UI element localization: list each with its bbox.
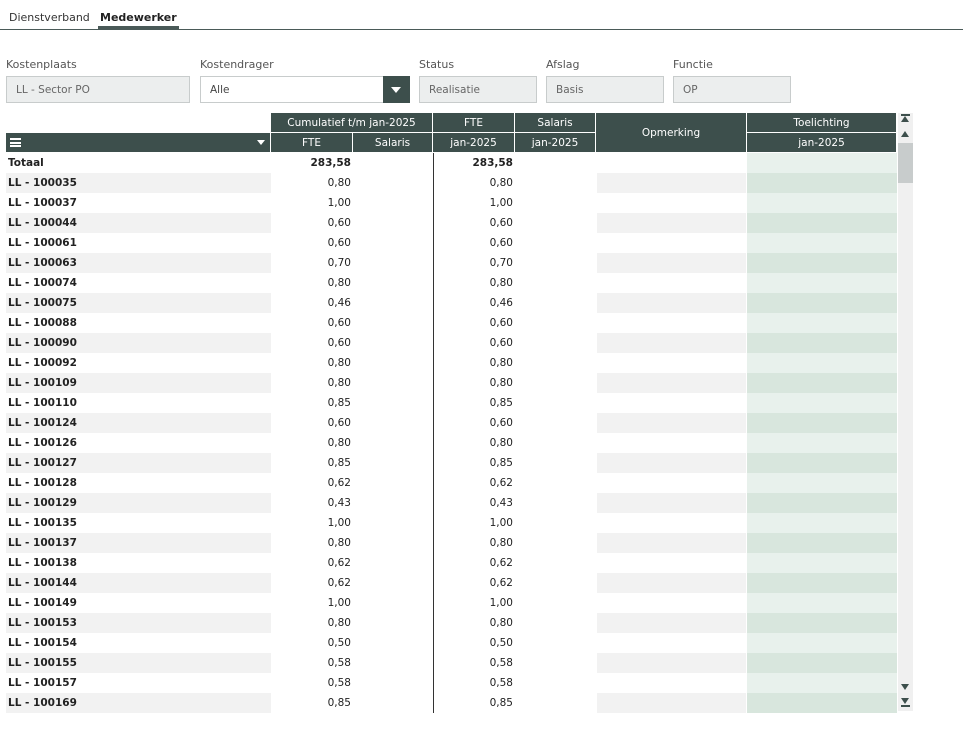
salaris-month xyxy=(515,333,595,353)
table-row xyxy=(6,453,897,473)
fte-cumulatief: 0,43 xyxy=(271,493,353,513)
opmerking-cell[interactable] xyxy=(596,673,746,693)
toelichting-cell[interactable] xyxy=(747,593,897,613)
scroll-up-icon[interactable] xyxy=(898,128,913,140)
status-field[interactable]: Realisatie xyxy=(419,76,537,103)
salaris-cumulatief xyxy=(353,413,433,433)
fte-cumulatief: 0,80 xyxy=(271,533,353,553)
salaris-cumulatief xyxy=(353,153,433,173)
fte-month: 0,60 xyxy=(433,313,515,333)
toelichting-cell[interactable] xyxy=(747,673,897,693)
salaris-cumulatief xyxy=(353,673,433,693)
salaris-cumulatief xyxy=(353,653,433,673)
fte-month: 0,60 xyxy=(433,233,515,253)
opmerking-cell[interactable] xyxy=(596,173,746,193)
fte-month: 0,85 xyxy=(433,393,515,413)
column-menu[interactable] xyxy=(6,133,271,153)
salaris-cumulatief xyxy=(353,293,433,313)
opmerking-cell[interactable] xyxy=(596,593,746,613)
row-name: LL - 100137 xyxy=(6,533,271,553)
opmerking-cell[interactable] xyxy=(596,553,746,573)
salaris-month xyxy=(515,693,595,713)
fte-month: 0,80 xyxy=(433,433,515,453)
functie-label: Functie xyxy=(673,58,713,71)
toelichting-cell[interactable] xyxy=(747,353,897,373)
toelichting-cell[interactable] xyxy=(747,193,897,213)
salaris-cumulatief xyxy=(353,433,433,453)
salaris-cumulatief xyxy=(353,453,433,473)
toelichting-cell[interactable] xyxy=(747,453,897,473)
functie-field[interactable]: OP xyxy=(673,76,791,103)
fte-cumulatief: 1,00 xyxy=(271,593,353,613)
kostendrager-label: Kostendrager xyxy=(200,58,274,71)
table-row xyxy=(6,273,897,293)
fte-cumulatief: 0,80 xyxy=(271,273,353,293)
scrollbar-thumb[interactable] xyxy=(898,143,913,183)
salaris-month xyxy=(515,473,595,493)
fte-cumulatief: 0,60 xyxy=(271,233,353,253)
salaris-month xyxy=(515,633,595,653)
row-name: LL - 100088 xyxy=(6,313,271,333)
fte-month: 0,58 xyxy=(433,653,515,673)
toelichting-cell[interactable] xyxy=(747,313,897,333)
opmerking-cell[interactable] xyxy=(596,233,746,253)
salaris-cumulatief xyxy=(353,253,433,273)
toelichting-cell[interactable] xyxy=(747,653,897,673)
salaris-cumulatief xyxy=(353,693,433,713)
salaris-month xyxy=(515,173,595,193)
afslag-label: Afslag xyxy=(546,58,580,71)
salaris-month xyxy=(515,433,595,453)
chevron-down-icon[interactable] xyxy=(383,76,410,103)
header-salaris-top: Salaris xyxy=(515,113,596,133)
fte-month: 0,80 xyxy=(433,353,515,373)
opmerking-cell[interactable] xyxy=(596,313,746,333)
fte-cumulatief: 0,85 xyxy=(271,453,353,473)
vertical-scrollbar[interactable] xyxy=(898,113,913,711)
scroll-to-top-icon[interactable] xyxy=(898,113,913,125)
header-toelichting-period: jan-2025 xyxy=(747,133,897,153)
fte-cumulatief: 0,50 xyxy=(271,633,353,653)
toelichting-cell[interactable] xyxy=(747,493,897,513)
row-name: LL - 100035 xyxy=(6,173,271,193)
salaris-cumulatief xyxy=(353,333,433,353)
salaris-month xyxy=(515,153,595,173)
header-period-salaris: jan-2025 xyxy=(515,133,596,153)
row-name: LL - 100138 xyxy=(6,553,271,573)
salaris-month xyxy=(515,273,595,293)
opmerking-cell[interactable] xyxy=(596,633,746,653)
salaris-cumulatief xyxy=(353,213,433,233)
toelichting-cell[interactable] xyxy=(747,293,897,313)
fte-month: 1,00 xyxy=(433,193,515,213)
salaris-cumulatief xyxy=(353,613,433,633)
table-row xyxy=(6,433,897,453)
row-name: LL - 100090 xyxy=(6,333,271,353)
fte-month: 0,60 xyxy=(433,213,515,233)
toelichting-cell[interactable] xyxy=(747,173,897,193)
row-name: LL - 100044 xyxy=(6,213,271,233)
salaris-month xyxy=(515,233,595,253)
row-name: LL - 100155 xyxy=(6,653,271,673)
table-row xyxy=(6,313,897,333)
toelichting-cell[interactable] xyxy=(747,693,897,713)
opmerking-cell[interactable] xyxy=(596,193,746,213)
salaris-month xyxy=(515,553,595,573)
fte-month: 0,85 xyxy=(433,693,515,713)
opmerking-cell[interactable] xyxy=(596,273,746,293)
opmerking-cell[interactable] xyxy=(596,253,746,273)
table-row xyxy=(6,513,897,533)
salaris-cumulatief xyxy=(353,353,433,373)
row-name: LL - 100157 xyxy=(6,673,271,693)
salaris-cumulatief xyxy=(353,633,433,653)
table-row xyxy=(6,233,897,253)
header-salaris: Salaris xyxy=(353,133,433,153)
row-name: LL - 100149 xyxy=(6,593,271,613)
toelichting-cell[interactable] xyxy=(747,513,897,533)
fte-month: 1,00 xyxy=(433,513,515,533)
salaris-cumulatief xyxy=(353,193,433,213)
salaris-month xyxy=(515,593,595,613)
opmerking-cell[interactable] xyxy=(596,693,746,713)
row-name: LL - 100092 xyxy=(6,353,271,373)
tab-dienstverband[interactable]: Dienstverband xyxy=(9,11,90,24)
fte-cumulatief: 0,62 xyxy=(271,553,353,573)
row-name: LL - 100109 xyxy=(6,373,271,393)
kostenplaats-label: Kostenplaats xyxy=(6,58,77,71)
salaris-month xyxy=(515,313,595,333)
fte-cumulatief: 0,80 xyxy=(271,173,353,193)
fte-month: 0,80 xyxy=(433,173,515,193)
total-row xyxy=(6,153,897,173)
table-row xyxy=(6,293,897,313)
fte-cumulatief: 0,60 xyxy=(271,333,353,353)
salaris-cumulatief xyxy=(353,393,433,413)
fte-cumulatief: 0,62 xyxy=(271,573,353,593)
toelichting-cell[interactable] xyxy=(747,433,897,453)
table-row xyxy=(6,413,897,433)
fte-month: 0,46 xyxy=(433,293,515,313)
row-name: LL - 100169 xyxy=(6,693,271,713)
salaris-cumulatief xyxy=(353,513,433,533)
toelichting-cell[interactable] xyxy=(747,633,897,653)
salaris-month xyxy=(515,413,595,433)
opmerking-cell[interactable] xyxy=(596,493,746,513)
fte-month: 0,85 xyxy=(433,453,515,473)
salaris-month xyxy=(515,533,595,553)
kostenplaats-field[interactable]: LL - Sector PO xyxy=(6,76,190,103)
fte-month: 1,00 xyxy=(433,593,515,613)
salaris-month xyxy=(515,673,595,693)
toelichting-cell[interactable] xyxy=(747,273,897,293)
afslag-field[interactable]: Basis xyxy=(546,76,664,103)
fte-month: 283,58 xyxy=(433,153,515,173)
fte-month: 0,43 xyxy=(433,493,515,513)
fte-month: 0,80 xyxy=(433,373,515,393)
toelichting-cell[interactable] xyxy=(747,153,897,173)
table-row xyxy=(6,253,897,273)
salaris-month xyxy=(515,253,595,273)
row-name: LL - 100124 xyxy=(6,413,271,433)
row-name: LL - 100037 xyxy=(6,193,271,213)
fte-month: 0,80 xyxy=(433,273,515,293)
table-row xyxy=(6,633,897,653)
scroll-down-icon[interactable] xyxy=(898,682,913,694)
table-row xyxy=(6,193,897,213)
fte-cumulatief: 0,80 xyxy=(271,613,353,633)
toelichting-cell[interactable] xyxy=(747,373,897,393)
fte-month: 0,80 xyxy=(433,533,515,553)
table-row xyxy=(6,693,897,713)
salaris-cumulatief xyxy=(353,533,433,553)
opmerking-cell[interactable] xyxy=(596,393,746,413)
salaris-month xyxy=(515,353,595,373)
table-row xyxy=(6,573,897,593)
opmerking-cell[interactable] xyxy=(596,333,746,353)
salaris-month xyxy=(515,213,595,233)
toelichting-cell[interactable] xyxy=(747,333,897,353)
toelichting-cell[interactable] xyxy=(747,573,897,593)
salaris-cumulatief xyxy=(353,493,433,513)
row-name: LL - 100154 xyxy=(6,633,271,653)
opmerking-cell[interactable] xyxy=(596,573,746,593)
salaris-month xyxy=(515,653,595,673)
opmerking-cell[interactable] xyxy=(596,533,746,553)
header-fte-top: FTE xyxy=(433,113,515,133)
table-row xyxy=(6,473,897,493)
fte-cumulatief: 0,85 xyxy=(271,693,353,713)
table-row xyxy=(6,213,897,233)
table-row xyxy=(6,673,897,693)
salaris-month xyxy=(515,453,595,473)
header-fte: FTE xyxy=(271,133,353,153)
fte-cumulatief: 0,80 xyxy=(271,353,353,373)
row-name: LL - 100074 xyxy=(6,273,271,293)
opmerking-cell[interactable] xyxy=(596,353,746,373)
row-name: LL - 100127 xyxy=(6,453,271,473)
fte-cumulatief: 0,62 xyxy=(271,473,353,493)
opmerking-cell[interactable] xyxy=(596,413,746,433)
opmerking-cell[interactable] xyxy=(596,213,746,233)
opmerking-cell[interactable] xyxy=(596,373,746,393)
status-label: Status xyxy=(419,58,455,71)
salaris-month xyxy=(515,393,595,413)
fte-cumulatief: 0,80 xyxy=(271,373,353,393)
hamburger-menu-icon[interactable] xyxy=(10,138,21,147)
salaris-cumulatief xyxy=(353,313,433,333)
toelichting-cell[interactable] xyxy=(747,613,897,633)
header-opmerking: Opmerking xyxy=(596,113,747,153)
fte-cumulatief: 0,70 xyxy=(271,253,353,273)
toelichting-cell[interactable] xyxy=(747,213,897,233)
fte-cumulatief: 0,60 xyxy=(271,313,353,333)
fte-month: 0,80 xyxy=(433,613,515,633)
toelichting-cell[interactable] xyxy=(747,533,897,553)
opmerking-cell[interactable] xyxy=(596,153,746,173)
opmerking-cell[interactable] xyxy=(596,433,746,453)
salaris-month xyxy=(515,493,595,513)
fte-month: 0,62 xyxy=(433,473,515,493)
row-name: LL - 100129 xyxy=(6,493,271,513)
row-name: LL - 100063 xyxy=(6,253,271,273)
tab-bar xyxy=(0,0,963,30)
row-name: LL - 100135 xyxy=(6,513,271,533)
toelichting-cell[interactable] xyxy=(747,253,897,273)
table-row xyxy=(6,493,897,513)
row-name: LL - 100061 xyxy=(6,233,271,253)
opmerking-cell[interactable] xyxy=(596,613,746,633)
sort-down-icon[interactable] xyxy=(257,140,265,145)
kostendrager-value: Alle xyxy=(210,84,230,96)
salaris-month xyxy=(515,293,595,313)
table-row xyxy=(6,533,897,553)
opmerking-cell[interactable] xyxy=(596,453,746,473)
row-name: LL - 100153 xyxy=(6,613,271,633)
fte-month: 0,70 xyxy=(433,253,515,273)
salaris-cumulatief xyxy=(353,553,433,573)
row-name: LL - 100128 xyxy=(6,473,271,493)
salaris-cumulatief xyxy=(353,273,433,293)
salaris-month xyxy=(515,513,595,533)
opmerking-cell[interactable] xyxy=(596,293,746,313)
salaris-cumulatief xyxy=(353,593,433,613)
fte-month: 0,62 xyxy=(433,553,515,573)
opmerking-cell[interactable] xyxy=(596,473,746,493)
header-toelichting: Toelichting xyxy=(747,113,897,133)
row-name: LL - 100126 xyxy=(6,433,271,453)
toelichting-cell[interactable] xyxy=(747,393,897,413)
fte-month: 0,50 xyxy=(433,633,515,653)
fte-cumulatief: 0,80 xyxy=(271,433,353,453)
table-row xyxy=(6,333,897,353)
fte-cumulatief: 0,46 xyxy=(271,293,353,313)
table-row xyxy=(6,593,897,613)
header-cumulatief: Cumulatief t/m jan-2025 xyxy=(271,113,433,133)
salaris-cumulatief xyxy=(353,173,433,193)
fte-cumulatief: 0,58 xyxy=(271,653,353,673)
fte-cumulatief: 283,58 xyxy=(271,153,353,173)
table-row xyxy=(6,353,897,373)
row-name: Totaal xyxy=(6,153,271,173)
salaris-cumulatief xyxy=(353,233,433,253)
header-period-fte: jan-2025 xyxy=(433,133,515,153)
opmerking-cell[interactable] xyxy=(596,513,746,533)
fte-cumulatief: 1,00 xyxy=(271,513,353,533)
salaris-month xyxy=(515,613,595,633)
fte-cumulatief: 0,58 xyxy=(271,673,353,693)
row-name: LL - 100075 xyxy=(6,293,271,313)
kostendrager-select[interactable] xyxy=(200,76,410,103)
toelichting-cell[interactable] xyxy=(747,473,897,493)
fte-month: 0,58 xyxy=(433,673,515,693)
opmerking-cell[interactable] xyxy=(596,653,746,673)
table-row xyxy=(6,613,897,633)
fte-cumulatief: 0,85 xyxy=(271,393,353,413)
scroll-to-bottom-icon[interactable] xyxy=(898,696,913,708)
fte-cumulatief: 0,60 xyxy=(271,213,353,233)
table-row xyxy=(6,373,897,393)
table-row xyxy=(6,553,897,573)
fte-cumulatief: 0,60 xyxy=(271,413,353,433)
salaris-cumulatief xyxy=(353,373,433,393)
fte-month: 0,60 xyxy=(433,413,515,433)
row-name: LL - 100144 xyxy=(6,573,271,593)
toelichting-cell[interactable] xyxy=(747,553,897,573)
salaris-cumulatief xyxy=(353,473,433,493)
table-row xyxy=(6,173,897,193)
table-row xyxy=(6,653,897,673)
row-name: LL - 100110 xyxy=(6,393,271,413)
salaris-month xyxy=(515,373,595,393)
fte-cumulatief: 1,00 xyxy=(271,193,353,213)
salaris-month xyxy=(515,573,595,593)
tab-medewerker[interactable]: Medewerker xyxy=(98,11,179,29)
toelichting-cell[interactable] xyxy=(747,413,897,433)
salaris-month xyxy=(515,193,595,213)
fte-month: 0,62 xyxy=(433,573,515,593)
fte-month: 0,60 xyxy=(433,333,515,353)
toelichting-cell[interactable] xyxy=(747,233,897,253)
table-row xyxy=(6,393,897,413)
salaris-cumulatief xyxy=(353,573,433,593)
